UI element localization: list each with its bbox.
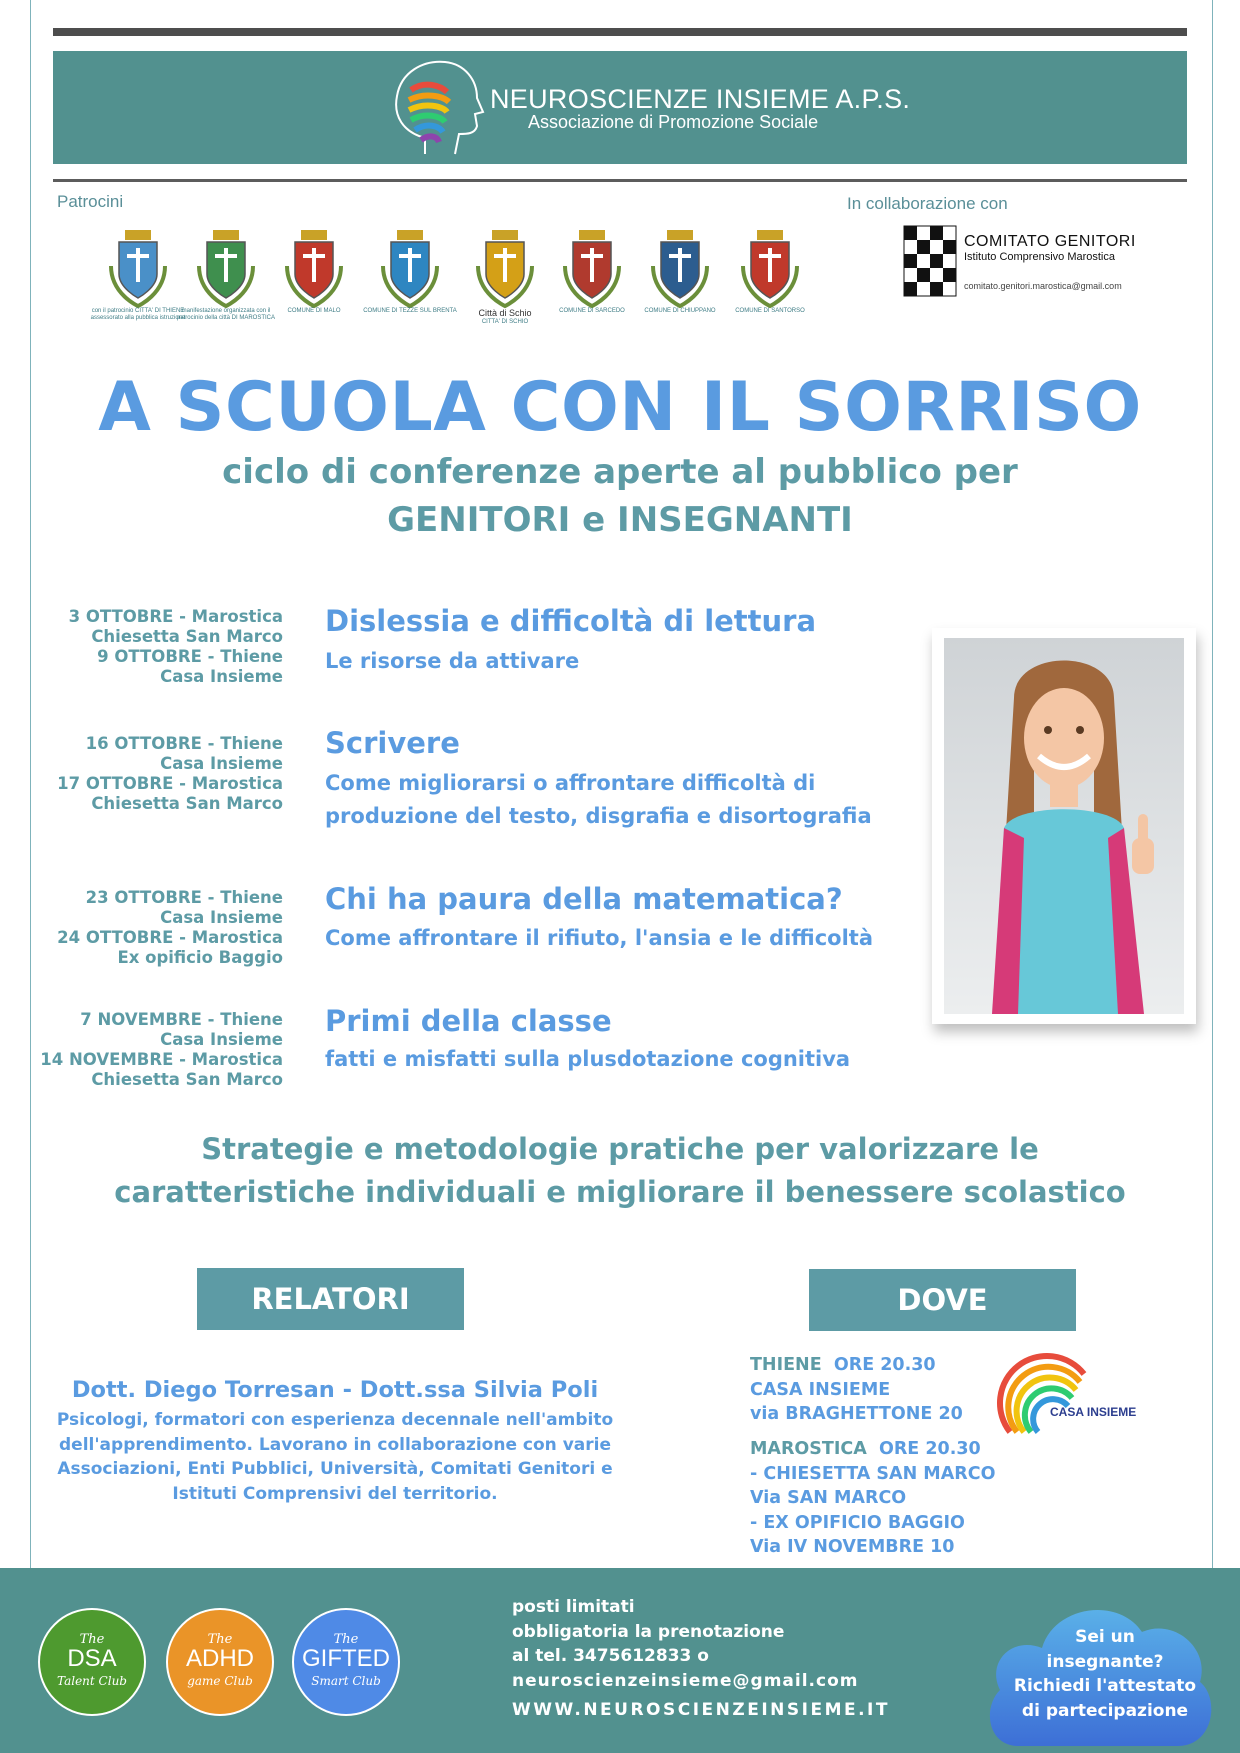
talk-subtitle: Come affrontare il rifiuto, l'ansia e le difficoltà [325,926,874,950]
strategy-statement: Strategie e metodologie pratiche per valorizzare le caratteristiche individuali e migliorare il benessere scolastico [114,1132,1126,1209]
club-badge: The GIFTED Smart Club [292,1608,400,1716]
sponsor-crest: Città di Schio CITTA' DI SCHIO [455,226,555,326]
coat-of-arms-icon [472,226,538,308]
marostica-place2: - EX OPIFICIO BAGGIO [750,1513,965,1533]
coat-of-arms-icon [105,226,171,308]
talk-dates: 16 OTTOBRE - Thiene Casa Insieme 17 OTTOBRE - Marostica Chiesetta San Marco [57,734,283,813]
coat-of-arms-icon [559,226,625,308]
talk-title: Dislessia e difficoltà di lettura [325,604,817,638]
talk-dates: 23 OTTOBRE - Thiene Casa Insieme 24 OTTOBRE - Marostica Ex opificio Baggio [57,888,283,967]
sponsor-crest: COMUNE DI MALO [264,226,364,315]
org-name: NEUROSCIENZE INSIEME A.P.S. [490,84,911,114]
sponsor-crest: COMUNE DI SANTORSO [720,226,820,315]
coat-of-arms-icon [281,226,347,308]
girl-photo-illustration [944,638,1184,1014]
frame-left-line [30,0,31,1568]
marostica-street1: Via SAN MARCO [750,1488,907,1508]
sponsor-crest: COMUNE DI SARCEDO [542,226,642,315]
subtitle-line2: GENITORI e INSEGNANTI [387,500,853,540]
org-tagline: Associazione di Promozione Sociale [528,112,819,132]
collab-name: COMITATO GENITORI [964,233,1136,250]
collab-school: Istituto Comprensivo Marostica [964,251,1115,263]
coat-of-arms-icon [647,226,713,308]
certificate-note: Sei un insegnante? Richiedi l'attestato di partecipazione [1013,1627,1197,1721]
sponsor-crest: COMUNE DI TEZZE SUL BRENTA [360,226,460,315]
talk-title: Chi ha paura della matematica? [325,882,843,916]
coat-of-arms-icon [737,226,803,308]
collab-label: In collaborazione con [847,194,1008,213]
thiene-place: CASA INSIEME [750,1380,891,1400]
header-divider [53,179,1187,182]
talk-title: Primi della classe [325,1004,612,1038]
main-title: A SCUOLA CON IL SORRISO [98,368,1142,447]
sponsor-crest: COMUNE DI CHIUPPANO [630,226,730,315]
subtitle-line1: ciclo di conferenze aperte al pubblico per [222,452,1018,492]
speaker-names: Dott. Diego Torresan - Dott.ssa Silvia Poli [71,1377,599,1403]
thiene-street: via BRAGHETTONE 20 [750,1404,963,1424]
speaker-bio: Psicologi, formatori con esperienza decennale nell'ambito dell'apprendimento. Lavorano in collaborazione con varie Associazioni, Enti Pubblici, Università, Comitati Genitori e Istituti Comprensivi del territorio. [56,1410,614,1504]
thiene-line: THIENE ORE 20.30 [750,1355,936,1375]
footer-website[interactable]: WWW.NEUROSCIENZEINSIEME.IT [512,1700,890,1720]
sponsors-label: Patrocini [57,192,124,211]
coat-of-arms-icon [193,226,259,308]
head-logo-icon [385,56,485,160]
marostica-place1: - CHIESETTA SAN MARCO [750,1464,996,1484]
frame-right-line [1212,0,1213,1568]
talk-subtitle: Le risorse da attivare [325,649,580,673]
relatori-header: RELATORI [197,1268,464,1330]
sponsor-crest: manifestazione organizzata con il patrocinio della città DI MAROSTICA [176,226,276,322]
footer-contact: posti limitati obbligatoria la prenotazione al tel. 3475612833 o neuroscienzeinsieme@gmail.com [512,1597,859,1691]
dove-header: DOVE [809,1269,1076,1331]
sponsor-crest: con il patrocinio CITTA' DI THIENE assessorato alla pubblica istruzione [88,226,188,322]
comitato-logo-icon [904,226,956,296]
coat-of-arms-icon [377,226,443,308]
marostica-street2: Via IV NOVEMBRE 10 [750,1537,955,1557]
collab-email: comitato.genitori.marostica@gmail.com [964,281,1122,291]
girl-photo [932,628,1196,1024]
talk-subtitle: fatti e misfatti sulla plusdotazione cognitiva [325,1047,851,1071]
talk-dates: 7 NOVEMBRE - Thiene Casa Insieme 14 NOVEMBRE - Marostica Chiesetta San Marco [40,1010,283,1089]
club-badge: The ADHD game Club [166,1608,274,1716]
talk-title: Scrivere [325,726,460,760]
talk-dates: 3 OTTOBRE - Marostica Chiesetta San Marco 9 OTTOBRE - Thiene Casa Insieme [68,607,283,686]
marostica-line: MAROSTICA ORE 20.30 [750,1439,981,1459]
casa-insieme-logo-text: CASA INSIEME [1050,1405,1137,1419]
talk-subtitle: Come migliorarsi o affrontare difficoltà di produzione del testo, disgrafia e disortografia [325,771,872,828]
top-bar [53,28,1187,36]
club-badge: The DSA Talent Club [38,1608,146,1716]
casa-insieme-logo-icon [1002,1354,1137,1434]
